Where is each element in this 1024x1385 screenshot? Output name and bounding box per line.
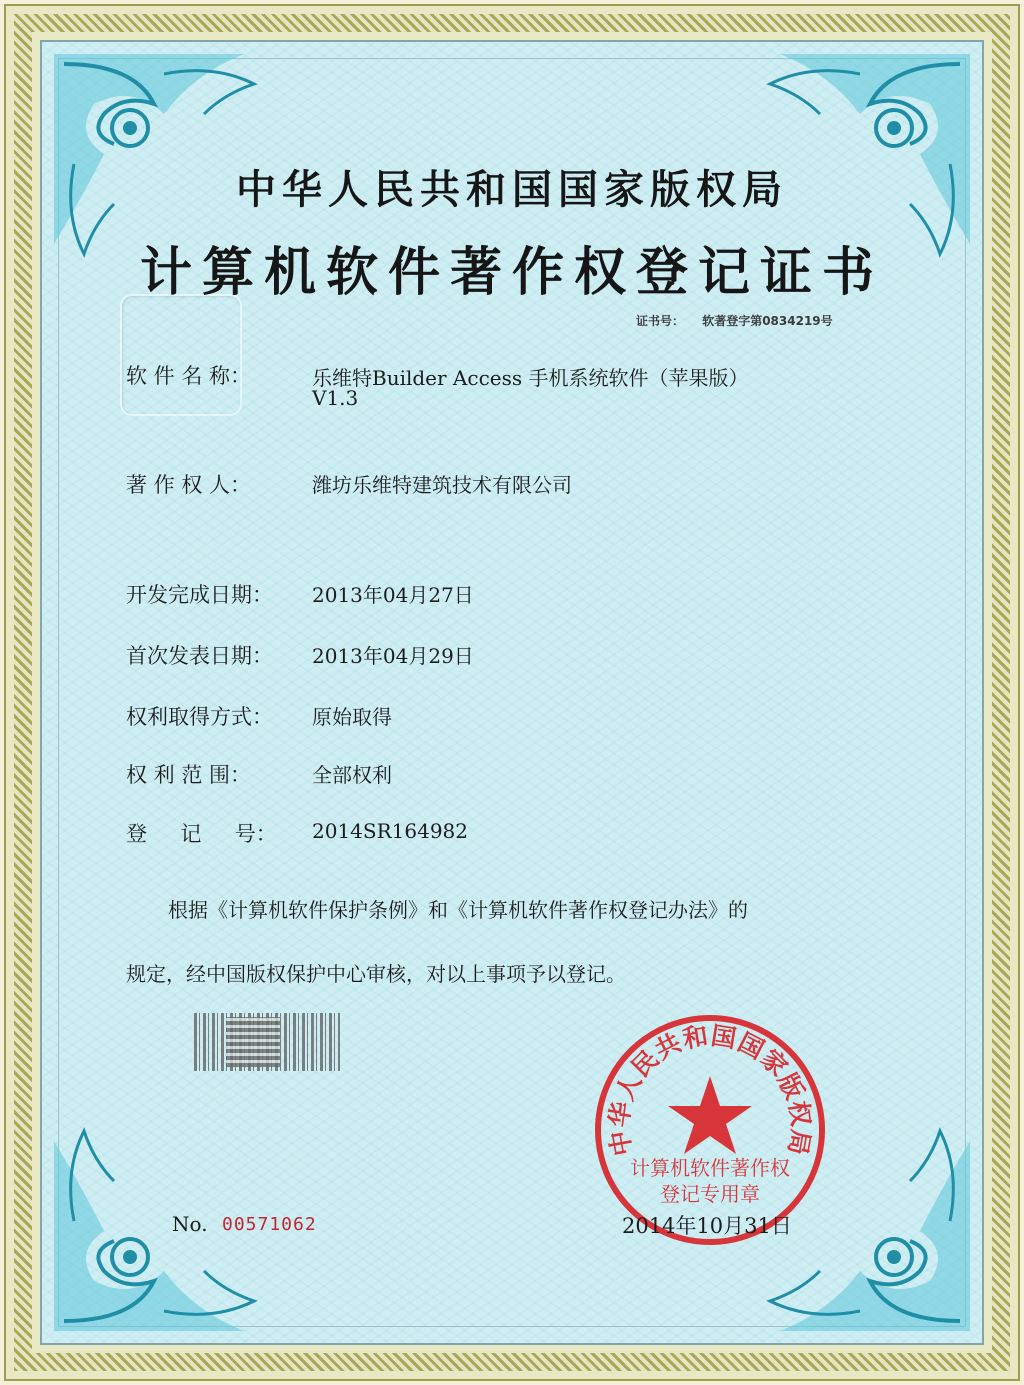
- software-name-value: 乐维特Builder Access 手机系统软件（苹果版）: [312, 366, 749, 390]
- statement-line-1: 根据《计算机软件保护条例》和《计算机软件著作权登记办法》的: [168, 898, 748, 922]
- rights-scope-label: 权 利 范 围：: [126, 763, 252, 787]
- completion-date-value: 2013年04月27日: [312, 583, 474, 607]
- software-version-value: V1.3: [312, 386, 359, 410]
- rights-scope-value: 全部权利: [312, 763, 392, 787]
- acquisition-method-value: 原始取得: [312, 705, 392, 729]
- certificate-title: 计算机软件著作权登记证书: [139, 243, 884, 303]
- registration-number-label: 登 记 号：: [126, 822, 277, 846]
- certificate-number-value: 软著登字第0834219号: [702, 314, 833, 328]
- first-publish-date-value: 2013年04月29日: [312, 644, 474, 668]
- registration-number-value: 2014SR164982: [312, 819, 469, 843]
- certificate-number: [636, 312, 833, 329]
- seal-star-icon: [668, 1076, 752, 1154]
- acquisition-method-label: 权利取得方式：: [126, 705, 273, 729]
- seal-ring-text: 中华人民共和国国家版权局: [604, 1020, 816, 1159]
- seal-text-line-1: 计算机软件著作权: [630, 1156, 790, 1180]
- seal-text-line-2: 登记专用章: [660, 1182, 760, 1206]
- statement-line-2: 规定，经中国版权保护中心审核，对以上事项予以登记。: [126, 962, 626, 986]
- barcode: [194, 1013, 340, 1071]
- first-publish-date-label: 首次发表日期：: [126, 644, 273, 668]
- software-name-label: 软 件 名 称：: [126, 364, 252, 388]
- qr-code-block: [226, 1017, 280, 1067]
- completion-date-label: 开发完成日期：: [126, 583, 273, 607]
- embossed-stamp-mark: [120, 294, 242, 416]
- copyright-owner-value: 潍坊乐维特建筑技术有限公司: [312, 473, 572, 497]
- issuing-authority: 中华人民共和国国家版权局: [236, 167, 788, 213]
- issue-date: 2014年10月31日: [622, 1214, 792, 1238]
- copyright-owner-label: 著 作 权 人：: [126, 473, 252, 497]
- serial-number-label: No.: [172, 1212, 208, 1236]
- certificate-number-label: 证书号：: [636, 314, 685, 328]
- serial-number-value: 00571062: [222, 1214, 317, 1235]
